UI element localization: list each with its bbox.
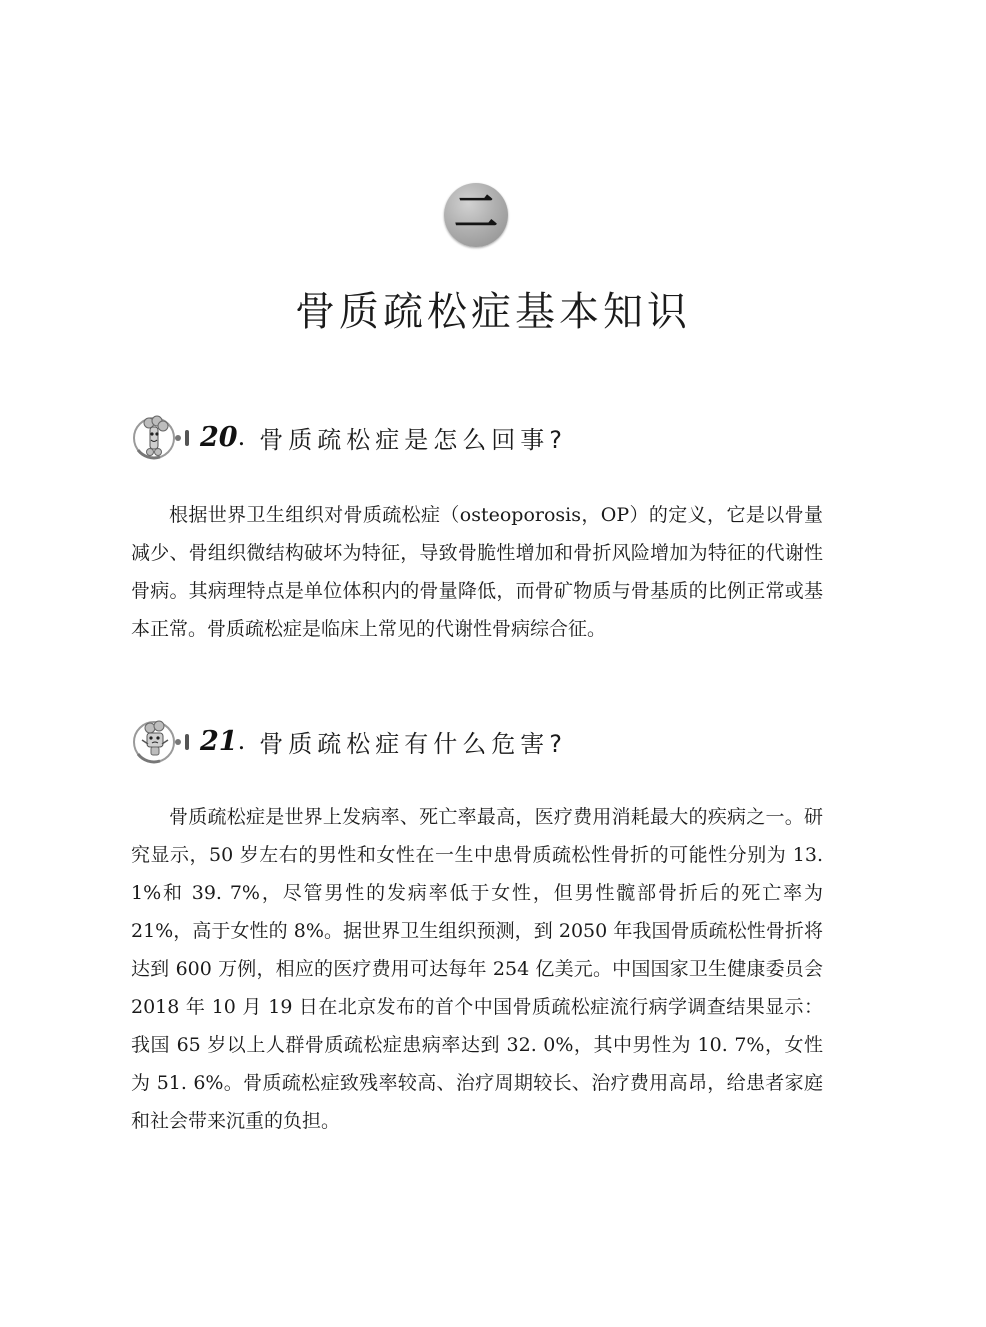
question-number: 21 xyxy=(200,725,238,757)
answer-paragraph-21: 骨质疏松症是世界上发病率、死亡率最高，医疗费用消耗最大的疾病之一。研究显示，50 岁左右的男性和女性在一生中患骨质疏松性骨折的可能性分别为 13. 1%和 39. 7%，尽管男性的发病率低于女性，但男性髋部骨折后的死亡率为 21%，高于女性的 8%。据世界卫生组织预测，到 2050 年我国骨质疏松性骨折将达到 600 万例，相应的医疗费用可达每年 254 亿美元。中国国家卫生健康委员会 2018 年 10 月 19 日在北京发布的首个中国骨质疏松症流行病学调查结果显示：我国 65 岁以上人群骨质疏松症患病率达到 32. 0%，其中男性为 10. 7%，女性为 51. 6%。骨质疏松症致残率较高、治疗周期较长、治疗费用高昂，给患者家庭和社会带来沉重的负担。 xyxy=(131,806,823,1132)
chapter-number-badge xyxy=(444,183,508,247)
question-title: 骨质疏松症是怎么回事? xyxy=(259,425,567,454)
question-heading-21 xyxy=(130,716,830,766)
bone-mascot-icon xyxy=(130,412,196,462)
chapter-title: 骨质疏松症基本知识 xyxy=(295,289,691,335)
question-number: 20 xyxy=(200,421,238,453)
question-number-dot: . xyxy=(237,423,246,451)
question-number-dot: . xyxy=(237,727,246,755)
chapter-number: 二 xyxy=(454,187,498,238)
question-heading-20 xyxy=(130,412,830,462)
bone-mascot-icon xyxy=(130,716,196,766)
answer-paragraph-20: 根据世界卫生组织对骨质疏松症（osteoporosis，OP）的定义，它是以骨量减少、骨组织微结构破坏为特征，导致骨脆性增加和骨折风险增加为特征的代谢性骨病。其病理特点是单位体积内的骨量降低，而骨矿物质与骨基质的比例正常或基本正常。骨质疏松症是临床上常见的代谢性骨病综合征。 xyxy=(131,504,823,640)
question-title: 骨质疏松症有什么危害? xyxy=(259,729,567,758)
